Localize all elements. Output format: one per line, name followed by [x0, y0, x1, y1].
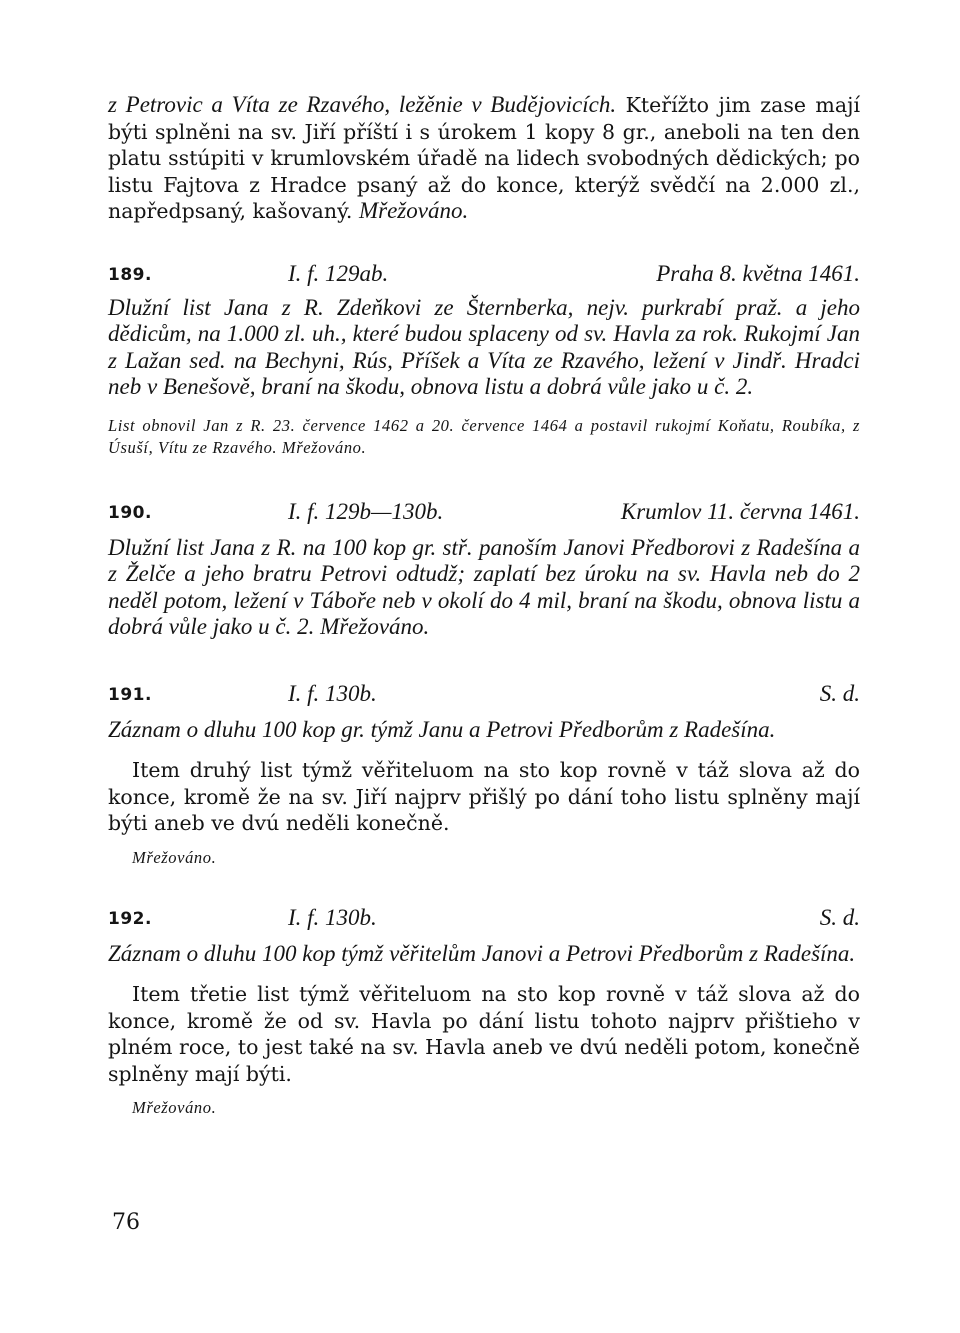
entry-folio: I. f. 130b. — [288, 904, 377, 930]
entry-summary-190: Dlužní list Jana z R. na 100 kop gr. stř. panoším Janovi Předborovi z Radešína a z Želče a jeho bratru Petrovi odtudž; zaplatí bez úroku na sv. Havla neb do 2 neděl potom, ležení v Táboře neb v okolí do 4 mil, braní na škodu, obnova listu a dobrá vůle jako u č. 2. Mřežováno. — [108, 534, 860, 639]
intro-signature: Mřežováno. — [358, 198, 469, 223]
entry-place-date: Praha 8. května 1461. — [656, 260, 860, 286]
intro-paragraph — [108, 92, 860, 225]
entry-heading-190 — [108, 499, 860, 529]
entry-place-date: S. d. — [819, 904, 860, 930]
entry-summary-189: Dlužní list Jana z R. Zdeňkovi ze Šternberka, nejv. purkrabí praž. a jeho dědicům, na 1.000 zl. uh., které budou splaceny od sv. Havla za rok. Rukojmí Jan z Lažan sed. na Bechyni, Rús, Příšek a Víta ze Rzavého, ležení v Jindř. Hradci neb v Benešově, braní na škodu, obnova listu a dobrá vůle jako u č. 2. — [108, 294, 860, 399]
intro-body: Kteřížto jim zase mají býti splněni na sv. Jiří příští i s úrokem 1 kopy 8 gr., aneboli na ten den platu sstúpiti v krumlovském úřadě na lidech svobodných dědických; po listu Fajtova z Hradce psaný až do konce, kterýž svědčí na 2.000 zl., napředpsaný, kašovaný. — [108, 93, 861, 223]
intro-lead: z Petrovic a Víta ze Rzavého, ležěnie v Budějovicích. — [108, 92, 617, 117]
entry-place-date: S. d. — [819, 680, 860, 706]
entry-folio: I. f. 130b. — [288, 680, 377, 706]
entry-signature-191: Mřežováno. — [132, 847, 217, 867]
document-page — [108, 92, 860, 1119]
entry-note-189: List obnovil Jan z R. 23. července 1462 a 20. července 1464 a postavil rukojmí Koňatu, Roubíka, z Úsuší, Vítu ze Rzavého. Mřežováno. — [108, 415, 860, 457]
entry-folio: I. f. 129ab. — [288, 260, 389, 286]
entry-heading-192 — [108, 905, 860, 935]
entry-heading-189 — [108, 261, 860, 291]
entry-number: 190. — [108, 502, 152, 523]
entry-summary-192: Záznam o dluhu 100 kop týmž věřitelům Janovi a Petrovi Předborům z Radešína. — [108, 940, 856, 966]
entry-folio: I. f. 129b—130b. — [288, 498, 444, 524]
entry-body-191: Item druhý list týmž věřiteluom na sto kop rovně v táž slova až do konce, kromě že na sv. Jiří najprv přišlý po dání toho listu splněny mají býti aneb ve dvú neděli konečně. — [108, 758, 860, 835]
page-number: 76 — [112, 1210, 140, 1235]
entry-number: 191. — [108, 684, 152, 705]
entry-heading-191 — [108, 681, 860, 711]
entry-body-192: Item třetie list týmž věřiteluom na sto kop rovně v táž slova až do konce, kromě že od sv. Havla po dání listu tohoto najprv přištieho v plném roce, to jest také na sv. Havla aneb ve dvú neděli potom, konečně splněny mají býti. — [108, 982, 860, 1086]
entry-summary-191: Záznam o dluhu 100 kop gr. týmž Janu a Petrovi Předborům z Radešína. — [108, 716, 776, 742]
entry-number: 192. — [108, 908, 152, 929]
entry-place-date: Krumlov 11. června 1461. — [620, 498, 860, 524]
entry-signature-192: Mřežováno. — [132, 1098, 217, 1117]
entry-number: 189. — [108, 264, 152, 285]
